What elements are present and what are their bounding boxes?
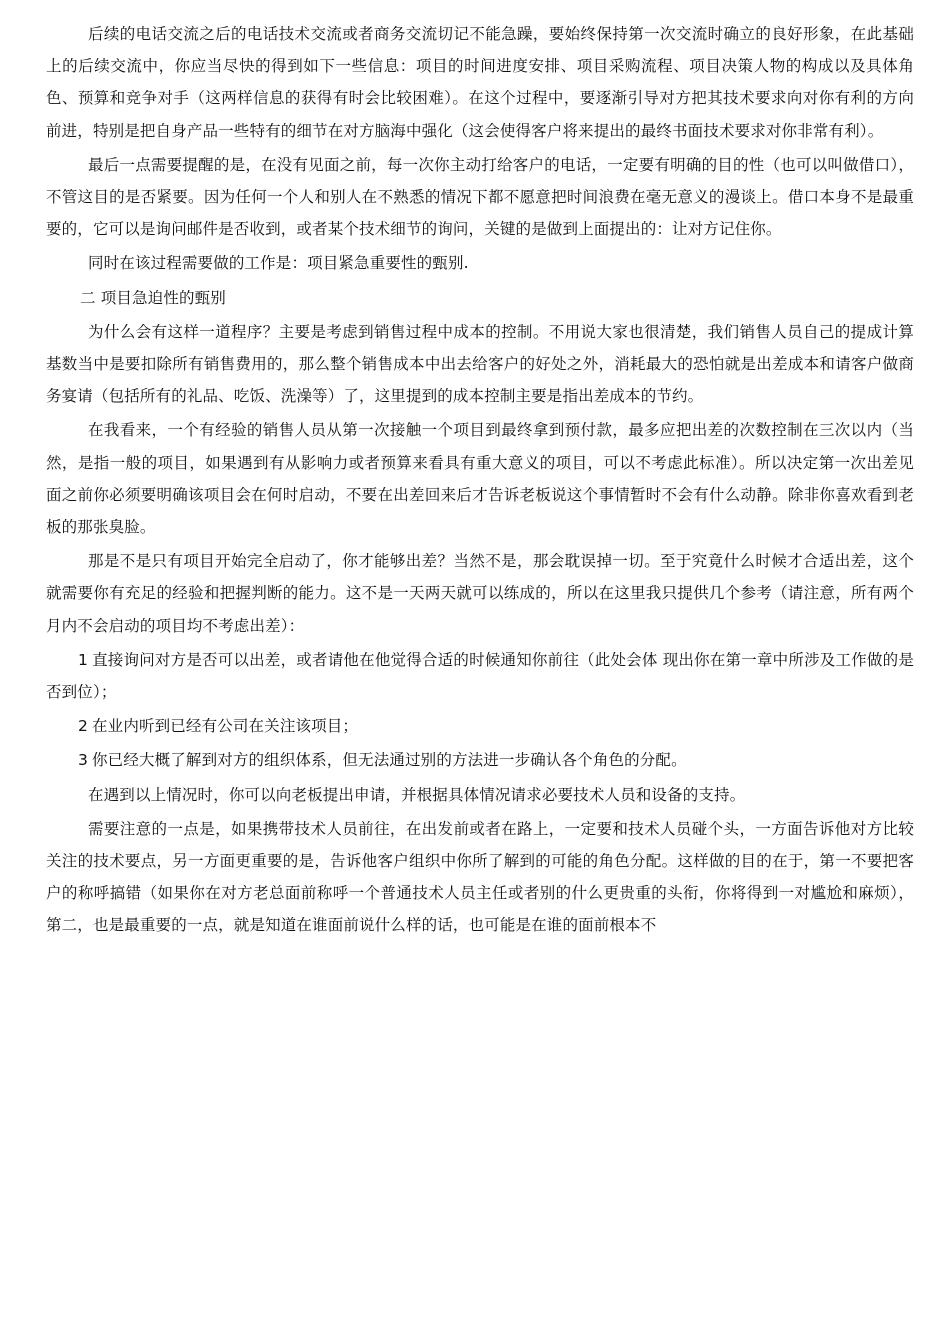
list-item <box>46 710 914 742</box>
list-item-text: 在业内听到已经有公司在关注该项目； <box>92 717 359 736</box>
document-page <box>46 18 914 944</box>
paragraph-when-to-travel: 那是不是只有项目开始完全启动了，你才能够出差？当然不是，那会耽误掉一切。至于究竟什么时候才合适出差，这个就需要你有充足的经验和把握判断的能力。这不是一天两天就可以练成的，所以在这里我只提供几个参考（请注意，所有两个月内不会启动的项目均不考虑出差）： <box>46 552 914 635</box>
list-item-text: 直接询问对方是否可以出差，或者请他在他觉得合适的时候通知你前往（此处会体 现出你在第一章中所涉及工作做的是否到位）； <box>46 650 914 702</box>
paragraph-follow-up-calls: 后续的电话交流之后的电话技术交流或者商务交流切记不能急躁，要始终保持第一次交流时确立的良好形象，在此基础上的后续交流中，你应当尽快的得到如下一些信息：项目的时间进度安排、项目采购流程、项目决策人物的构成以及具体角色、预算和竞争对手（这两样信息的获得有时会比较困难）。在这个过程中，要逐渐引导对方把其技术要求向对你有利的方向前进，特别是把自身产品一些特有的细节在对方脑海中强化（这会使得客户将来提出的最终书面技术要求对你非常有利）。 <box>46 25 914 140</box>
paragraph-trip-limit: 在我看来，一个有经验的销售人员从第一次接触一个项目到最终拿到预付款，最多应把出差的次数控制在三次以内（当然，是指一般的项目，如果遇到有从影响力或者预算来看具有重大意义的项目，可以不考虑此标准）。所以决定第一次出差见面之前你必须要明确该项目会在何时启动，不要在出差回来后才告诉老板说这个事情暂时不会有什么动静。除非你喜欢看到老板的那张臭脸。 <box>46 421 914 537</box>
paragraph-call-purpose: 最后一点需要提醒的是，在没有见面之前，每一次你主动打给客户的电话，一定要有明确的目的性（也可以叫做借口），不管这目的是否紧要。因为任何一个人和别人在不熟悉的情况下都不愿意把时间浪费在毫无意义的漫谈上。借口本身不是最重要的，它可以是询问邮件是否收到，或者某个技术细节的询问，关键的是做到上面提出的：让对方记住你。 <box>46 155 914 239</box>
list-item-number: 2 <box>78 717 89 736</box>
list-item-text: 你已经大概了解到对方的组织体系，但无法通过别的方法进一步确认各个角色的分配。 <box>92 751 687 770</box>
paragraph-urgency-intro: 同时在该过程需要做的工作是：项目紧急重要性的甄别. <box>88 254 469 273</box>
paragraph-apply-to-boss: 在遇到以上情况时，你可以向老板提出申请，并根据具体情况请求必要技术人员和设备的支持。 <box>88 785 746 804</box>
list-item-number: 3 <box>78 751 89 770</box>
paragraph-cost-control: 为什么会有这样一道程序？主要是考虑到销售过程中成本的控制。不用说大家也很清楚，我们销售人员自己的提成计算基数当中是要扣除所有销售费用的，那么整个销售成本中出去给客户的好处之外，消耗最大的恐怕就是出差成本和请客户做商务宴请（包括所有的礼品、吃饭、洗澡等）了，这里提到的成本控制主要是指出差成本的节约。 <box>46 322 914 406</box>
list-item <box>46 744 914 776</box>
list-item-number: 1 <box>78 650 89 669</box>
section-heading-urgency: 二 项目急迫性的甄别 <box>80 288 226 307</box>
paragraph-brief-technicians: 需要注意的一点是，如果携带技术人员前往，在出发前或者在路上，一定要和技术人员碰个头，一方面告诉他对方比较关注的技术要点，另一方面更重要的是，告诉他客户组织中你所了解到的可能的角色分配。这样做的目的在于，第一不要把客户的称呼搞错（如果你在对方老总面前称呼一个普通技术人员主任或者别的什么更贵重的头衔，你将得到一对尴尬和麻烦），第二，也是最重要的一点，就是知道在谁面前说什么样的话，也可能是在谁的面前根本不 <box>46 819 914 935</box>
list-item <box>46 644 914 708</box>
